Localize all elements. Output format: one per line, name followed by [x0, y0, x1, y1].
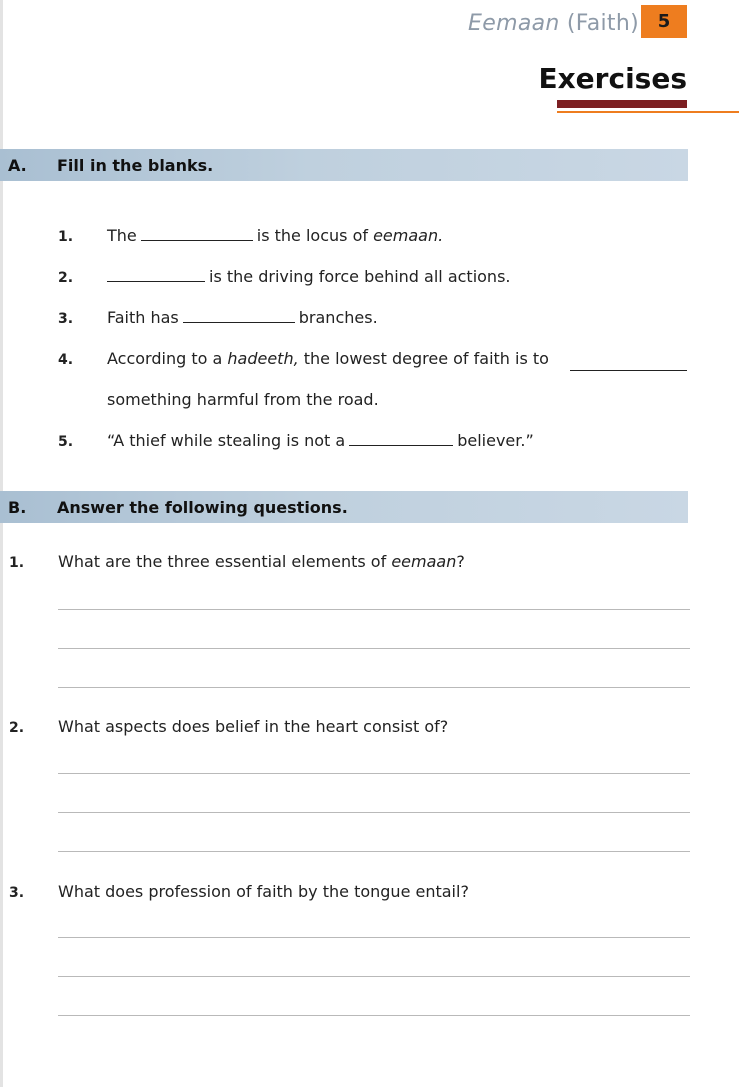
question-number: 1.: [9, 555, 25, 571]
answer-line[interactable]: [58, 609, 690, 610]
answer-line[interactable]: [58, 851, 690, 852]
blank-field[interactable]: [107, 267, 205, 282]
answer-line[interactable]: [58, 976, 690, 977]
fill-blank-item-3: Faith has branches.: [107, 308, 378, 327]
section-a-header: A. Fill in the blanks.: [0, 149, 688, 181]
chapter-number-badge: 5: [641, 5, 687, 38]
fill-blank-item-5: “A thief while stealing is not a believer.”: [107, 431, 534, 450]
blank-field[interactable]: [141, 226, 253, 241]
page-title: Exercises: [538, 62, 687, 95]
fill-blank-item-2: is the driving force behind all actions.: [103, 267, 510, 286]
blank-field[interactable]: [349, 431, 453, 446]
answer-line[interactable]: [58, 812, 690, 813]
fill-blank-item-4: According to a hadeeth, the lowest degree of faith is to: [107, 349, 549, 368]
section-b-header: B. Answer the following questions.: [0, 491, 688, 523]
blank-field[interactable]: [570, 356, 687, 371]
fill-blank-item-1: The is the locus of eemaan.: [107, 226, 444, 245]
blank-field[interactable]: [183, 308, 295, 323]
answer-line[interactable]: [58, 1015, 690, 1016]
answer-line[interactable]: [58, 773, 690, 774]
question-2: What aspects does belief in the heart consist of?: [58, 717, 449, 736]
item-number: 3.: [58, 311, 74, 327]
fill-blank-item-4-continuation: something harmful from the road.: [107, 390, 379, 409]
answer-line[interactable]: [58, 937, 690, 938]
question-number: 3.: [9, 885, 25, 901]
item-number: 1.: [58, 229, 74, 245]
item-number: 5.: [58, 434, 74, 450]
answer-line[interactable]: [58, 648, 690, 649]
answer-line[interactable]: [58, 687, 690, 688]
item-number: 2.: [58, 270, 74, 286]
question-1: What are the three essential elements of eemaan?: [58, 552, 465, 571]
question-number: 2.: [9, 720, 25, 736]
title-underline-rule: [557, 111, 739, 113]
title-underline-bar: [557, 100, 687, 108]
question-3: What does profession of faith by the tongue entail?: [58, 882, 469, 901]
item-number: 4.: [58, 352, 74, 368]
chapter-title: Eemaan (Faith): [468, 11, 639, 36]
